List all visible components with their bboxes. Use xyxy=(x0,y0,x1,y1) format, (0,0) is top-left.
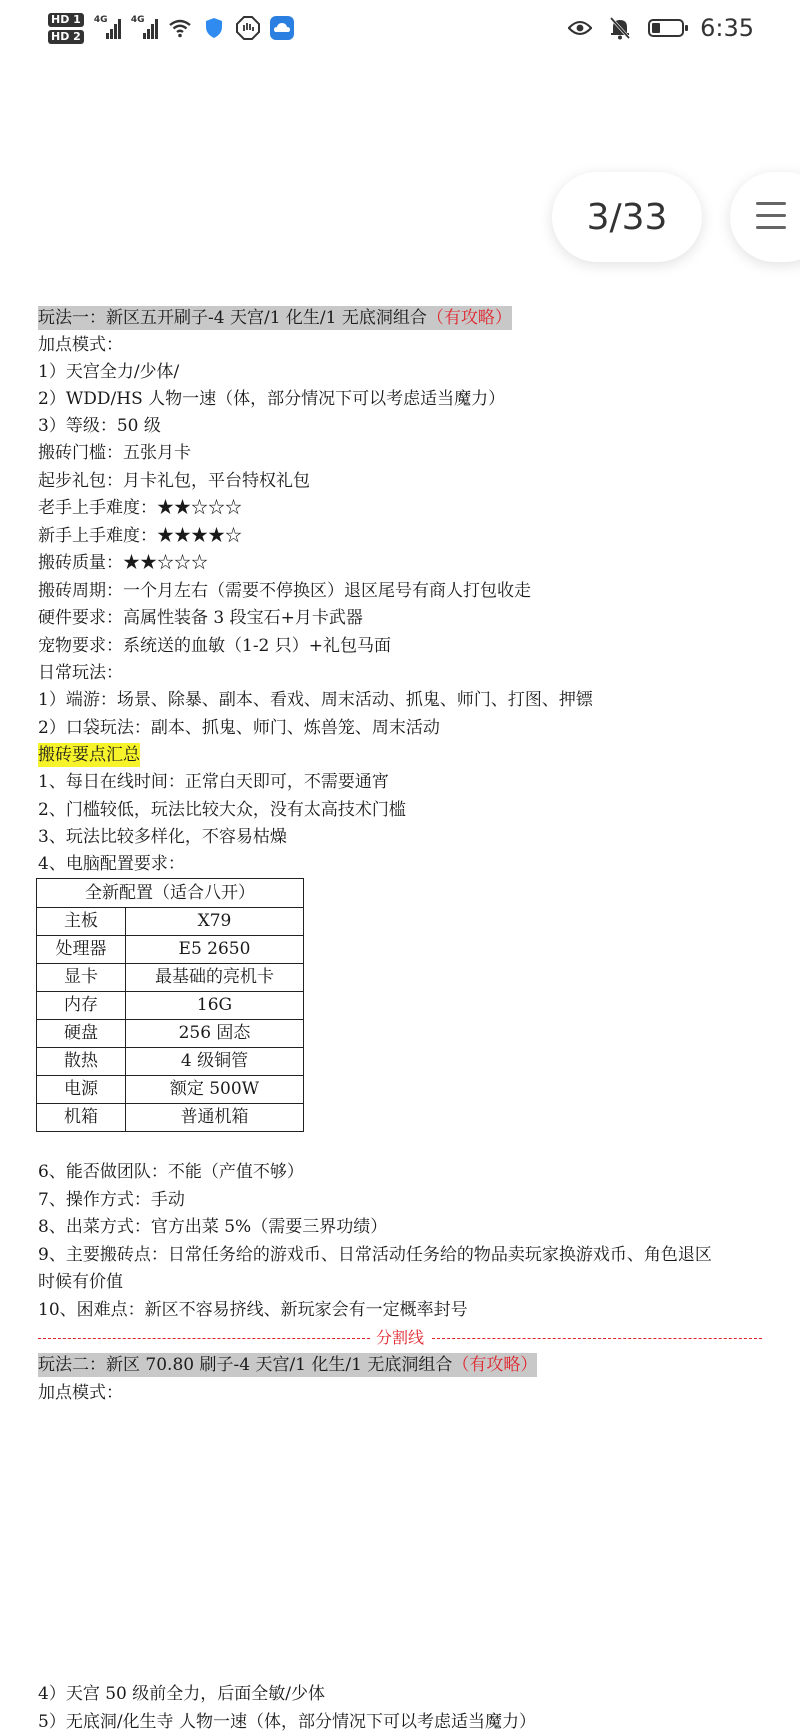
status-left xyxy=(48,6,294,50)
text-line: 2）WDD/HS 人物一速（体，部分情况下可以考虑适当魔力） xyxy=(38,389,506,409)
text-line: 4）天宫 50 级前全力，后面全敏/少体 xyxy=(38,1684,325,1704)
signal-icon-2 xyxy=(131,17,158,39)
eye-icon xyxy=(568,16,592,40)
clock: 6:35 xyxy=(700,14,754,42)
table-cell-value: 4 级铜管 xyxy=(126,1048,304,1076)
text-line: 搬砖周期：一个月左右（需要不停换区）退区尾号有商人打包收走 xyxy=(38,581,531,601)
signal-icon xyxy=(94,17,121,39)
mute-bell-icon xyxy=(608,16,632,40)
sim-indicators xyxy=(48,13,84,44)
section-divider xyxy=(38,1326,762,1350)
section2-title: 玩法二：新区 70.80 刷子-4 天宫/1 化生/1 无底洞组合 xyxy=(38,1355,453,1375)
text-line: 9、主要搬砖点：日常任务给的游戏币、日常活动任务给的物品卖玩家换游戏币、角色退区 xyxy=(38,1245,712,1265)
menu-button[interactable] xyxy=(730,172,800,262)
text-line: 老手上手难度：★★☆☆☆ xyxy=(38,498,242,518)
text-line: 加点模式： xyxy=(38,335,123,355)
table-cell-label: 硬盘 xyxy=(37,1020,126,1048)
table-row xyxy=(37,908,304,936)
table-row xyxy=(37,1020,304,1048)
table-row xyxy=(37,936,304,964)
text-line: 起步礼包：月卡礼包，平台特权礼包 xyxy=(38,471,310,491)
text-line: 3、玩法比较多样化，不容易枯燥 xyxy=(38,827,287,847)
sim1-badge: HD 1 xyxy=(48,13,84,27)
table-cell-label: 散热 xyxy=(37,1048,126,1076)
table-cell-value: 额定 500W xyxy=(126,1076,304,1104)
shield-icon xyxy=(202,16,226,40)
text-line: 1、每日在线时间：正常白天即可，不需要通宵 xyxy=(38,772,389,792)
table-cell-label: 电源 xyxy=(37,1076,126,1104)
status-right xyxy=(568,8,754,48)
table-cell-label: 机箱 xyxy=(37,1104,126,1132)
section1-tag: （有攻略） xyxy=(426,308,512,328)
text-line: 时候有价值 xyxy=(38,1272,123,1292)
text-line: 8、出菜方式：官方出菜 5%（需要三界功绩） xyxy=(38,1217,388,1237)
text-line: 4、电脑配置要求： xyxy=(38,854,185,874)
table-cell-label: 处理器 xyxy=(37,936,126,964)
cloud-app-icon xyxy=(270,16,294,40)
text-line: 6、能否做团队：不能（产值不够） xyxy=(38,1162,304,1182)
page-indicator: 3/33 xyxy=(552,172,702,262)
text-line: 宠物要求：系统送的血敏（1-2 只）+礼包马面 xyxy=(38,636,392,656)
table-cell-value: E5 2650 xyxy=(126,936,304,964)
table-cell-value: 最基础的亮机卡 xyxy=(126,964,304,992)
status-bar xyxy=(0,0,800,56)
text-line: 2、门槛较低，玩法比较大众，没有太高技术门槛 xyxy=(38,800,406,820)
text-line: 硬件要求：高属性装备 3 段宝石+月卡武器 xyxy=(38,608,363,628)
table-cell-label: 显卡 xyxy=(37,964,126,992)
table-row xyxy=(37,1104,304,1132)
section1-heading xyxy=(38,306,512,330)
table-cell-label: 主板 xyxy=(37,908,126,936)
text-line: 搬砖质量：★★☆☆☆ xyxy=(38,553,208,573)
text-line: 3）等级：50 级 xyxy=(38,416,161,436)
divider-label: 分割线 xyxy=(376,1328,425,1347)
table-cell-label: 内存 xyxy=(37,992,126,1020)
table-row xyxy=(37,992,304,1020)
battery-icon xyxy=(648,19,684,37)
table-header: 全新配置（适合八开） xyxy=(37,879,304,908)
key-points-heading: 搬砖要点汇总 xyxy=(38,745,140,765)
hamburger-icon xyxy=(756,202,786,238)
text-line: 10、困难点：新区不容易挤线、新玩家会有一定概率封号 xyxy=(38,1300,468,1320)
text-line: 新手上手难度：★★★★☆ xyxy=(38,526,242,546)
text-line: 1）天宫全力/少体/ xyxy=(38,362,180,382)
table-row xyxy=(37,1048,304,1076)
table-cell-value: 256 固态 xyxy=(126,1020,304,1048)
text-line: 加点模式： xyxy=(38,1383,123,1403)
text-line: 7、操作方式：手动 xyxy=(38,1190,185,1210)
table-cell-value: 普通机箱 xyxy=(126,1104,304,1132)
table-row xyxy=(37,1076,304,1104)
network-type-2: 4G xyxy=(130,15,145,25)
section1-title: 玩法一：新区五开刷子-4 天宫/1 化生/1 无底洞组合 xyxy=(38,308,427,328)
wifi-icon xyxy=(168,16,192,40)
text-line: 2）口袋玩法：副本、抓鬼、师门、炼兽笼、周末活动 xyxy=(38,718,440,738)
text-line: 1）端游：场景、除暴、副本、看戏、周末活动、抓鬼、师门、打图、押镖 xyxy=(38,690,593,710)
table-cell-value: X79 xyxy=(126,908,304,936)
hand-icon xyxy=(236,16,260,40)
sim2-badge: HD 2 xyxy=(48,30,84,44)
table-cell-value: 16G xyxy=(126,992,304,1020)
network-type-1: 4G xyxy=(93,15,108,25)
pc-config-table xyxy=(36,878,304,1132)
text-line: 搬砖门槛：五张月卡 xyxy=(38,443,191,463)
text-line: 5）无底洞/化生寺 人物一速（体，部分情况下可以考虑适当魔力） xyxy=(38,1712,536,1732)
section2-heading xyxy=(38,1353,537,1377)
text-line: 日常玩法： xyxy=(38,663,123,683)
table-row xyxy=(37,964,304,992)
section2-tag: （有攻略） xyxy=(452,1355,538,1375)
